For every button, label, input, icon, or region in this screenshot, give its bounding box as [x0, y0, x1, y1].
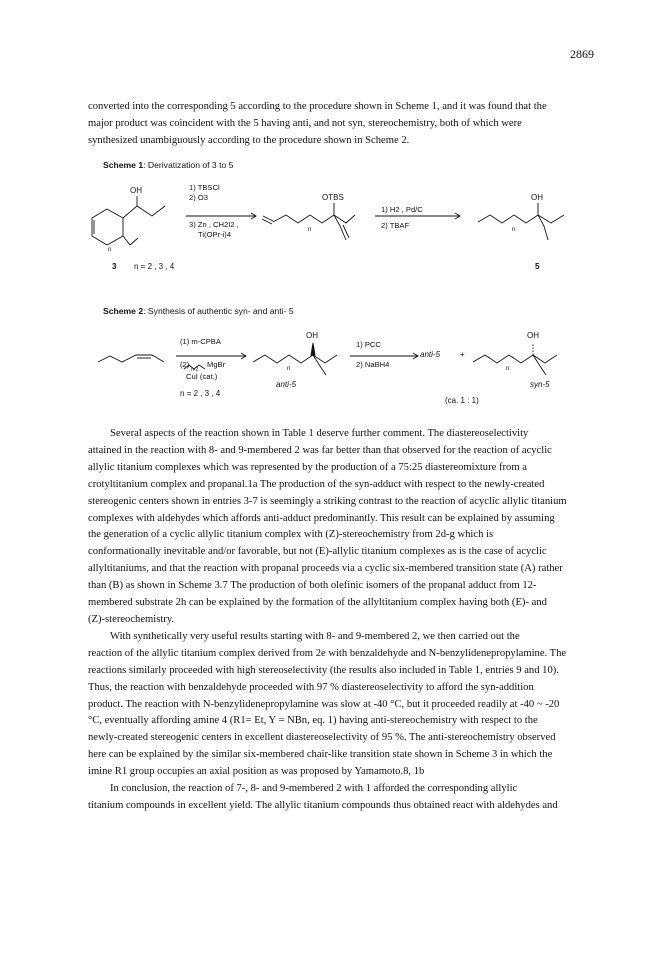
text-line: stereogenic centers shown in entries 3-7 is seemingly a striking contrast to the reaction of acyclic allylic titanium [88, 495, 567, 507]
reagent-text: MgBr [207, 360, 226, 369]
text-line: product. The reaction with N-benzylidenepropylamine was slow at -40 °C, but it proceeded readily at -40 ~ -20 [88, 698, 560, 710]
text-line: imine R1 group occupies an axial position as was proposed by Yamamoto.8, 1b [88, 766, 425, 778]
text-line: With synthetically very useful results starting with 8- and 9-membered 2, we then carried out the [110, 630, 520, 642]
text-line: than (B) as shown in Scheme 3.7 The production of both olefinic isomers of the propanal adduct from 12- [88, 580, 537, 592]
text-line: membered substrate 2h can be explained by the formation of the allyltitanium complex having both (E)- and [88, 597, 547, 609]
n-values: n = 2 , 3 , 4 [180, 389, 221, 398]
scheme2-title: Scheme 2 [103, 306, 144, 316]
reagent-text: 2) TBAF [381, 221, 410, 230]
text-line: major product was coincident with the 5 having anti, and not syn, stereochemistry, both of which were [88, 117, 522, 129]
text-line: allylic titanium complexes which was represented by the production of a 75:25 diastereomixture from a [88, 461, 527, 473]
alkene-structure [98, 355, 164, 362]
text-line: reaction of the allylic titanium complex derived from 2e with benzaldehyde and N-benzylidenepropylamine. The [88, 647, 567, 659]
text-line: titanium compounds in excellent yield. The allylic titanium compounds thus obtained react with aldehydes and [88, 799, 558, 811]
anti-5-structure [253, 343, 337, 375]
text-line: crotyltitanium complex and propanal.1a The production of the syn-adduct with respect to the newly-created [88, 478, 545, 490]
text-line: conformationally inevitable and/or favorable, but not (E)-allylic titanium complexes as is the case of acyclic [88, 546, 547, 558]
text-line: (Z)-stereochemistry. [88, 613, 175, 625]
reagent-text: n-2 [191, 367, 199, 373]
scheme2-structures [0, 0, 672, 420]
text-line: converted into the corresponding 5 according to the procedure shown in Scheme 1, and it was found that the [88, 101, 547, 112]
text-line: Thus, the reaction with benzaldehyde proceeded with 97 % diastereoselectivity to afford the syn-addition [88, 681, 534, 693]
syn-5-structure [473, 343, 557, 375]
text-line: °C, eventually affording amine 4 (R1= Et, Y = NBn, eq. 1) having anti-stereochemistry with respect to the [88, 715, 538, 727]
text-line: here can be explained by the similar six-membered chair-like transition state shown in Scheme 3 in which the [88, 749, 553, 761]
page-number: 2869 [570, 47, 594, 61]
plus-sign: + [460, 350, 465, 359]
compound-number: 5 [535, 262, 540, 271]
n-values: n = 2 , 3 , 4 [134, 262, 175, 271]
paragraph-1 [88, 426, 594, 815]
reagent-text: 1) TBSCl [189, 183, 220, 192]
text-line: Several aspects of the reaction shown in Table 1 deserve further comment. The diastereoselectivity [110, 428, 529, 439]
text-line: reactions similarly proceeded with high stereoselectivity (the results also included in Table 1, entries 9 and 10). [88, 664, 559, 676]
oh-label: OH [527, 331, 539, 340]
scheme2-caption-text: : Synthesis of authentic syn- and anti- 5 [143, 306, 294, 316]
oh-label: OH [130, 186, 142, 195]
ratio: (ca. 1 : 1) [445, 396, 479, 405]
reagent-text: 1) H2 , Pd/C [381, 205, 423, 214]
text-line: In conclusion, the reaction of 7-, 8- and 9-membered 2 with 1 afforded the corresponding allylic [110, 783, 518, 795]
reagent-text: 1) PCC [356, 340, 381, 349]
text-line: synthesized unambiguously according to the procedure shown in Scheme 2. [88, 134, 410, 146]
n-subscript: n [108, 247, 112, 253]
reagent-text: (1) m-CPBA [180, 337, 221, 346]
scheme1-title: Scheme 1 [103, 160, 144, 170]
reagent-text: 2) NaBH4 [356, 360, 390, 369]
anti-5-product: anti-5 [420, 350, 441, 359]
n-subscript: n [287, 366, 291, 372]
text-line: newly-created stereogenic centers in excellent diastereoselectivity of 95 %. The anti-stereochemistry observed [88, 732, 556, 744]
oh-label: OH [306, 331, 318, 340]
reagent-text: Ti(OPr-i)4 [198, 230, 232, 239]
text-line: attained in the reaction with 8- and 9-membered 2 was far better than that observed for the reaction of acyclic [88, 444, 552, 456]
compound-number: 3 [112, 262, 117, 271]
n-subscript: n [512, 227, 516, 233]
n-subscript: n [308, 227, 312, 233]
reagent-text: 3) Zn , CH2I2 , [189, 220, 239, 229]
text-line: allyltitaniums, and that the reaction with propanal proceeds via a cyclic six-membered transition state (A) rather [88, 563, 563, 575]
text-line: complexes with aldehydes which affords anti-adduct predominantly. This result can be explained by assuming [88, 512, 555, 524]
anti-5-label: anti-5 [276, 380, 297, 389]
oh-label: OH [531, 193, 543, 202]
reagent-text: 2) O3 [189, 193, 208, 202]
scheme1-caption-text: : Derivatization of 3 to 5 [143, 160, 234, 170]
reagent-text: CuI (cat.) [186, 372, 218, 381]
reagent-text: (2) [180, 360, 190, 369]
text-line: the generation of a cyclic allylic titanium complex with (Z)-stereochemistry from 2d-g which is [88, 529, 494, 541]
n-subscript: n [506, 366, 510, 372]
syn-5-label: syn-5 [530, 380, 550, 389]
otbs-label: OTBS [322, 193, 344, 202]
